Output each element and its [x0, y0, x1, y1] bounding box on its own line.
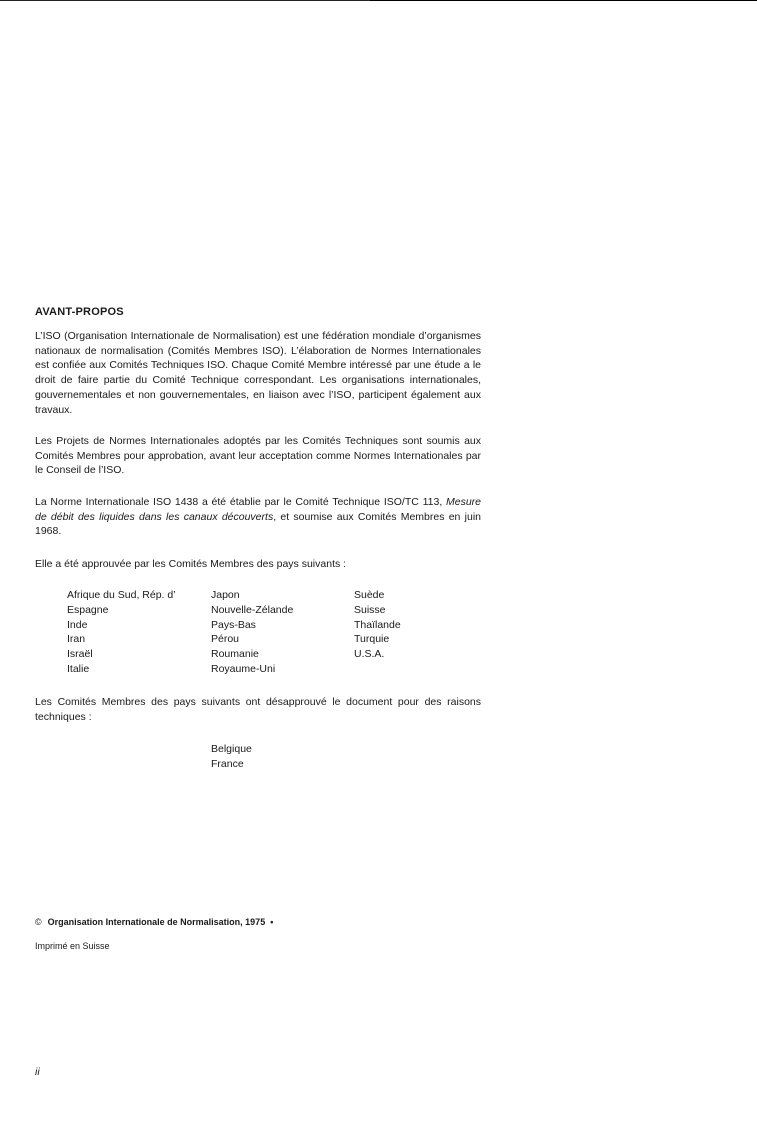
foreword-paragraph-3: [35, 495, 481, 539]
country-item: Iran: [67, 633, 86, 646]
country-item: Pérou: [211, 633, 240, 646]
country-item: Suède: [354, 589, 385, 601]
country-item: Nouvelle-Zélande: [211, 603, 294, 616]
country-item: Roumanie: [211, 648, 259, 661]
p3-trail-text: , et soumise aux Comités Membres en juin 1968.: [35, 510, 481, 538]
approving-countries-column-3: [354, 588, 401, 662]
foreword-paragraph-2: Les Projets de Normes Internationales adoptés par les Comités Techniques sont soumis aux Comités Membres pour approbation, avant leur acceptation comme Normes Internationales par le Conseil de l’ISO.: [35, 435, 481, 477]
foreword-paragraph-4: Elle a été approuvée par les Comités Membres des pays suivants :: [35, 558, 347, 570]
approving-countries-column-1: [67, 588, 176, 677]
country-item: Pays-Bas: [211, 618, 256, 631]
country-item: U.S.A.: [354, 648, 385, 661]
approving-countries-column-2: [211, 588, 293, 677]
country-item: Royaume-Uni: [211, 662, 276, 675]
foreword-heading: AVANT-PROPOS: [35, 306, 124, 318]
country-item: Suisse: [354, 603, 386, 616]
disapproving-countries: [211, 742, 252, 772]
foreword-paragraph-5: Les Comités Membres des pays suivants ont désapprouvé le document pour des raisons techniques :: [35, 696, 481, 723]
country-item: Belgique: [211, 743, 252, 755]
country-item: Turquie: [354, 633, 390, 646]
foreword-paragraph-1: L’ISO (Organisation Internationale de Normalisation) est une fédération mondiale d’organismes nationaux de normalisation (Comités Membres ISO). L’élaboration de Normes Internationales est confiée aux Comités Techniques ISO. Chaque Comité Membre intéressé par une étude a le droit de faire partie du Comité Technique correspondant. Les organisations internationales, gouvernementales et non gouvernementales, en liaison avec l’ISO, participent également aux travaux.: [35, 330, 481, 416]
country-item: Italie: [67, 662, 90, 675]
country-item: Japon: [211, 589, 240, 601]
copyright-line: [35, 917, 273, 927]
page-number: ii: [35, 1066, 40, 1078]
country-item: Afrique du Sud, Rép. d’: [67, 589, 176, 601]
copyright-text: Organisation Internationale de Normalisation, 1975: [47, 917, 266, 927]
country-item: Thaïlande: [354, 618, 401, 631]
bullet-icon: •: [270, 917, 274, 927]
country-item: France: [211, 757, 244, 770]
country-item: Israël: [67, 648, 93, 661]
country-item: Espagne: [67, 603, 109, 616]
p3-lead-text: La Norme Internationale ISO 1438 a été établie par le Comité Technique ISO/TC 113,: [35, 496, 446, 508]
copyright-symbol: ©: [35, 917, 42, 927]
printed-in-line: Imprimé en Suisse: [35, 941, 110, 951]
committee-title: Mesure de débit des liquides dans les canaux découverts: [35, 496, 481, 523]
top-rule-end: [370, 0, 757, 1]
country-item: Inde: [67, 618, 88, 631]
